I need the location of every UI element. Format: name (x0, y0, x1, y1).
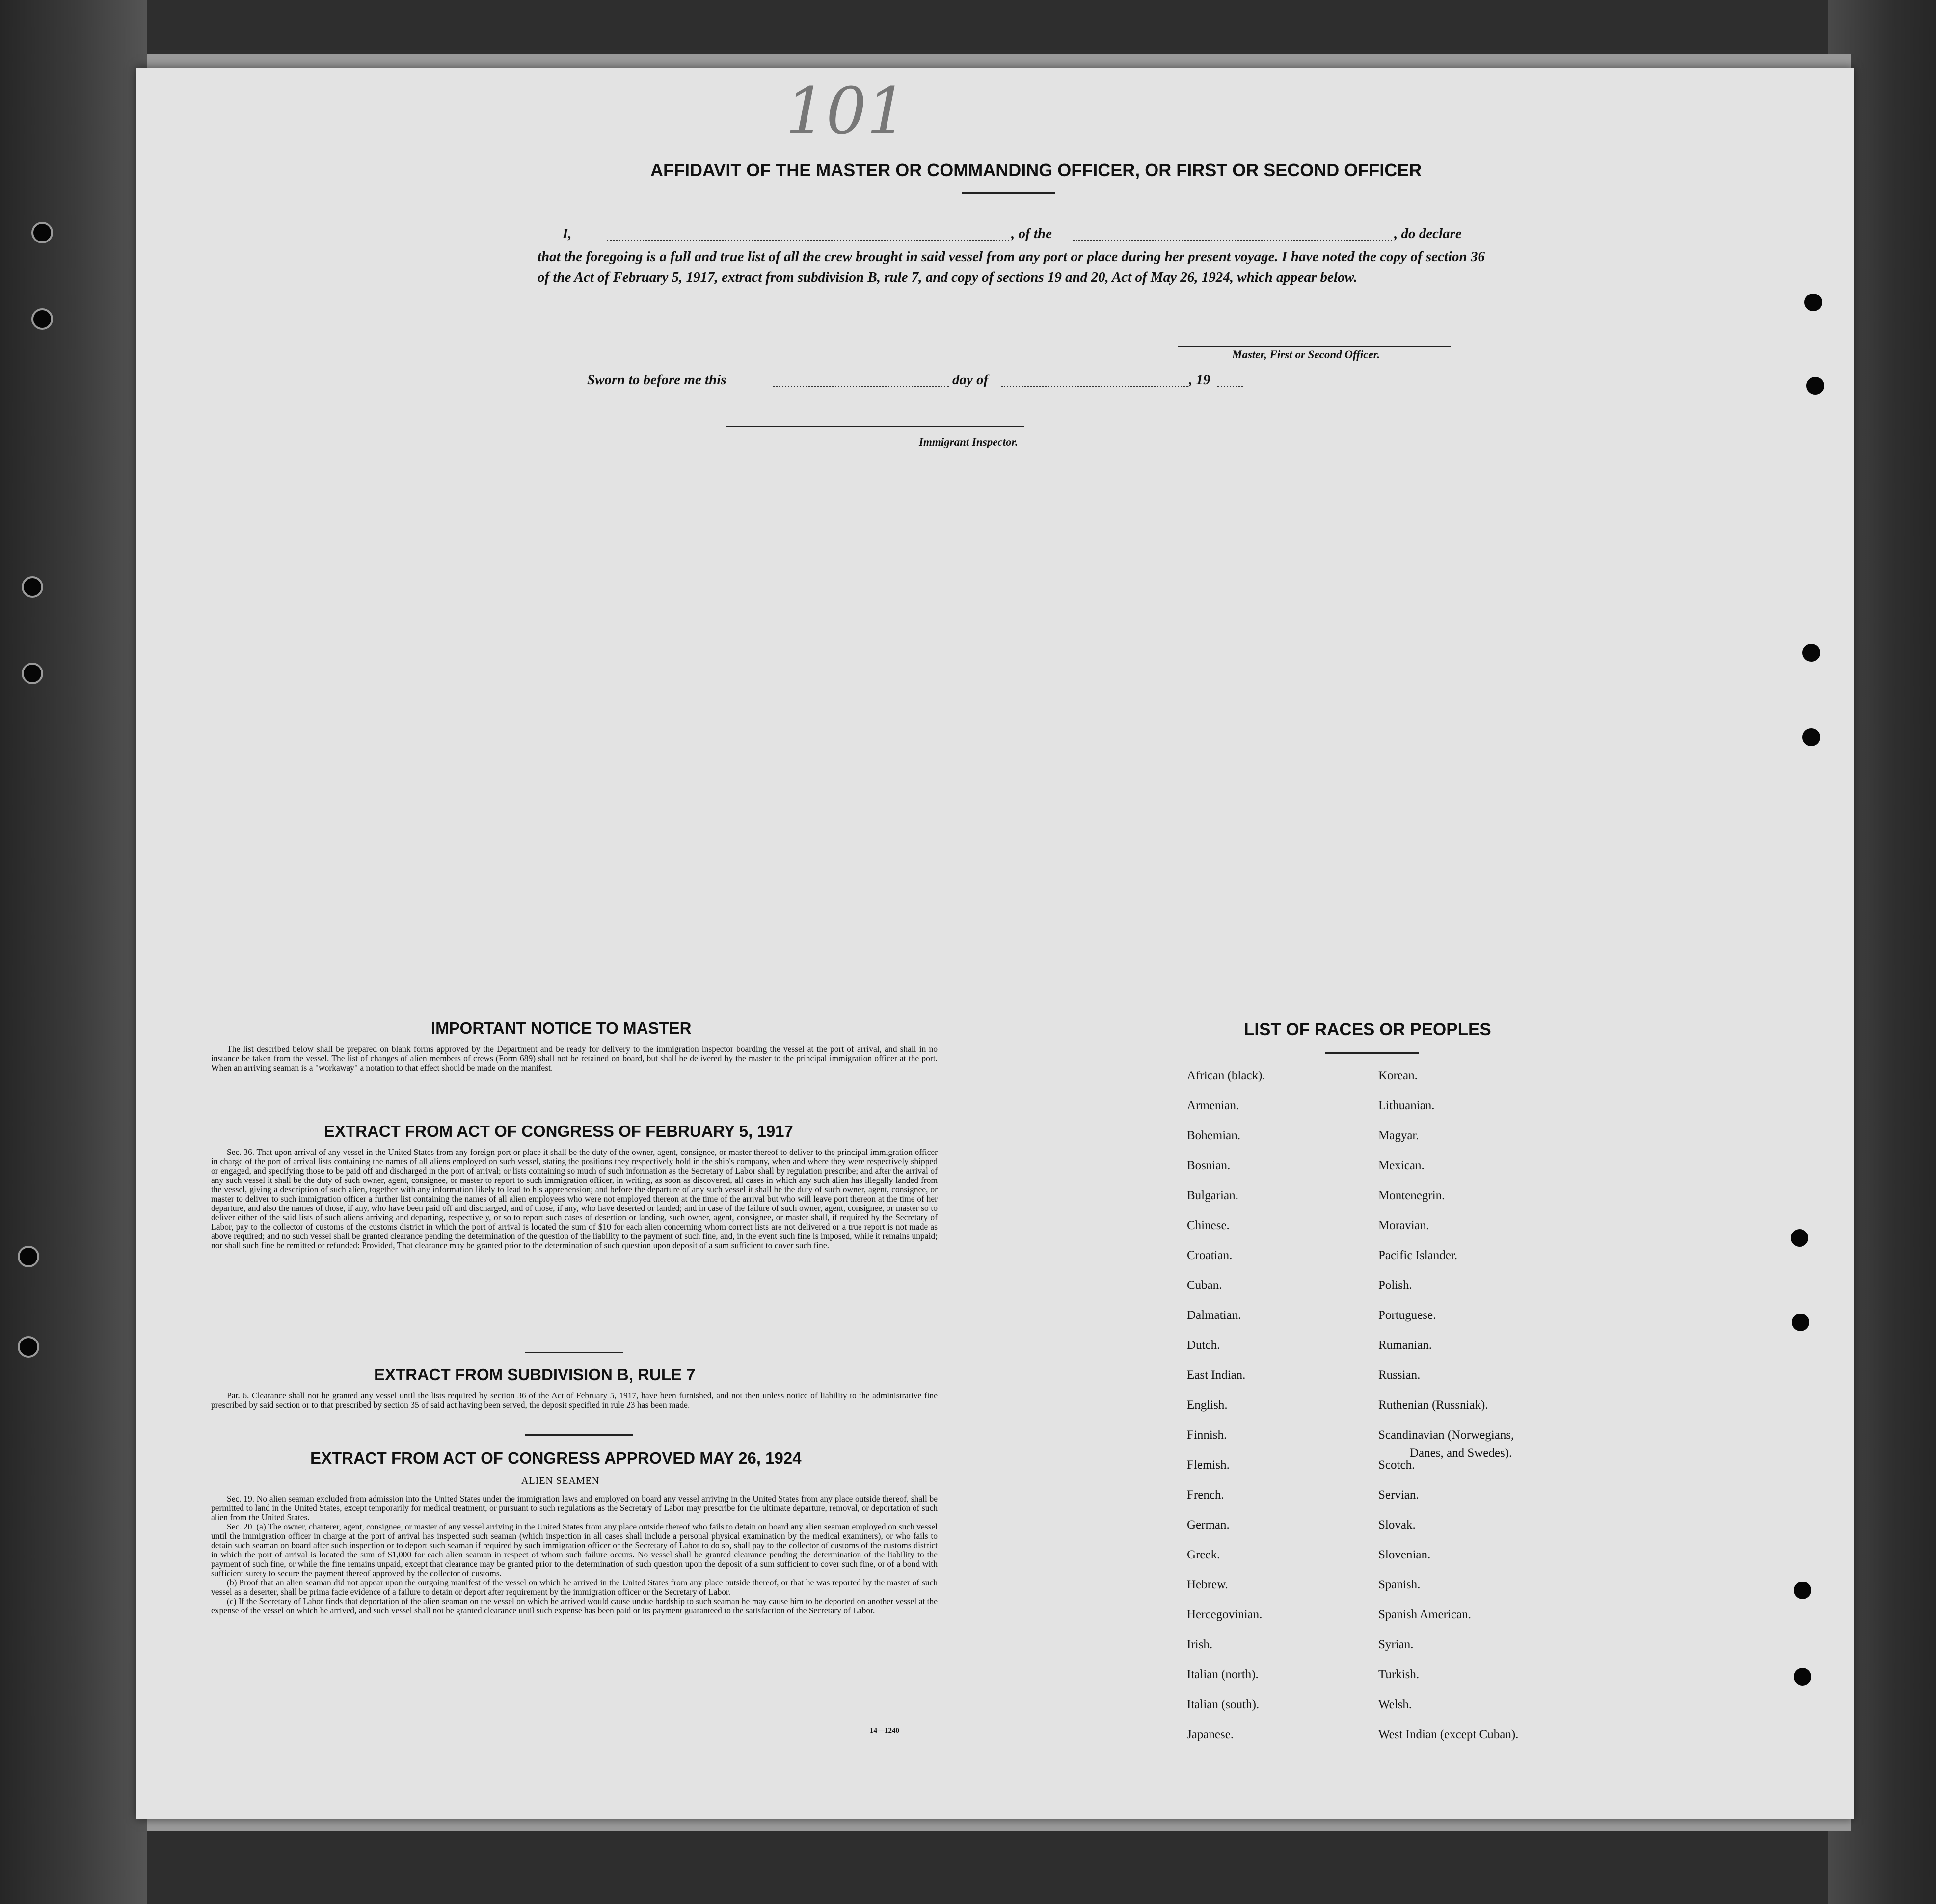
race-item: Scandinavian (Norwegians, (1378, 1428, 1514, 1442)
inspector-label: Immigrant Inspector. (919, 436, 1018, 448)
sworn-prefix: Sworn to before me this (587, 372, 726, 388)
signature-line[interactable] (1178, 346, 1451, 347)
race-item: Montenegrin. (1378, 1189, 1445, 1202)
vessel-name-field[interactable] (1073, 240, 1392, 241)
of-the-label: , of the (1011, 226, 1052, 241)
punch-hole (1792, 1666, 1813, 1688)
sec-20c-paragraph: (c) If the Secretary of Labor finds that deportation of the alien seaman on the vessel on which he arrived would cause undue hardship to such seaman he may cause him to be deported on another vessel at the expense of the vessel on which he arrived, and such vessel shall not be granted clearance until such expense has been paid or its payment guaranteed to the satisfaction of the Secretary of Labor. (211, 1596, 938, 1615)
sworn-day-label: day of (952, 372, 989, 388)
extract-rule7-text (211, 1391, 938, 1410)
race-item: Magyar. (1378, 1129, 1419, 1142)
race-item: East Indian. (1187, 1368, 1246, 1382)
extract-rule7-title: EXTRACT FROM SUBDIVISION B, RULE 7 (374, 1366, 696, 1384)
affidavit-title: AFFIDAVIT OF THE MASTER OR COMMANDING OFFICER, OR FIRST OR SECOND OFFICER (650, 160, 1422, 180)
race-item: Italian (north). (1187, 1668, 1259, 1681)
scanner-bed-left (0, 0, 147, 1904)
race-item: Dalmatian. (1187, 1309, 1241, 1322)
race-item: Bosnian. (1187, 1159, 1231, 1172)
sworn-year-field[interactable] (1217, 386, 1243, 387)
sec-20b-paragraph: (b) Proof that an alien seaman did not appear upon the outgoing manifest of the vessel on which he arrived in the United States from any place outside thereof, or that he was reported by the master of such vessel as a deserter, shall be prima facie evidence of a failure to detain or deport after requirement by the immigration officer or the Secretary of Labor. (211, 1578, 938, 1597)
punch-hole (22, 663, 43, 684)
race-item: Rumanian. (1378, 1339, 1432, 1352)
declare-label: , do declare (1394, 226, 1462, 241)
inspector-signature-line[interactable] (726, 426, 1024, 427)
race-item: Slovenian. (1378, 1548, 1431, 1561)
race-item: Ruthenian (Russniak). (1378, 1398, 1488, 1412)
races-column-2 (1378, 1069, 1518, 1758)
extract-1924-title: EXTRACT FROM ACT OF CONGRESS APPROVED MAY 26, 1924 (310, 1449, 802, 1467)
race-item: Pacific Islander. (1378, 1249, 1458, 1262)
race-item: English. (1187, 1398, 1228, 1412)
race-item: Dutch. (1187, 1339, 1220, 1352)
sworn-year-label: , 19 (1189, 372, 1210, 388)
race-item-continuation: Danes, and Swedes). (1410, 1447, 1512, 1460)
notice-paragraph: The list described below shall be prepared on blank forms approved by the Department and be ready for delivery to the immigration inspector boarding the vessel at the port of arrival, and shall in no instance be taken from the vessel. The list of changes of alien members of crews (Form 689) shall not be retained on board, but shall be delivered by the master to the principal immigration officer at the port. When an arriving seaman is a "workaway" a notation to that effect should be made on the manifest. (211, 1044, 938, 1073)
race-item: Welsh. (1378, 1698, 1412, 1711)
race-item: Finnish. (1187, 1428, 1227, 1442)
race-item: West Indian (except Cuban). (1378, 1728, 1519, 1741)
race-item: Armenian. (1187, 1099, 1239, 1112)
extract-1924-subtitle: ALIEN SEAMEN (521, 1475, 600, 1486)
race-item: Greek. (1187, 1548, 1220, 1561)
punch-hole (1792, 1580, 1813, 1601)
races-column-1 (1187, 1069, 1265, 1758)
races-title-rule (1325, 1052, 1419, 1054)
punch-hole (18, 1246, 39, 1267)
punch-hole (1804, 375, 1826, 397)
race-item: Scotch. (1378, 1458, 1415, 1472)
signature-label: Master, First or Second Officer. (1232, 349, 1380, 361)
punch-hole (18, 1336, 39, 1358)
race-item: Hercegovinian. (1187, 1608, 1263, 1621)
section-rule (525, 1434, 633, 1436)
race-item: Cuban. (1187, 1279, 1222, 1292)
race-item: Servian. (1378, 1488, 1419, 1502)
sec-19-paragraph: Sec. 19. No alien seaman excluded from admission into the United States under the immigration laws and employed on board any vessel arriving in the United States from any place outside thereof, shall be permitted to land in the United States, except temporarily for medical treatment, or pursuant to such regulations as the Secretary of Labor may prescribe for the ultimate departure, removal, or deportation of such alien from the United States. (211, 1494, 938, 1522)
race-item: Lithuanian. (1378, 1099, 1435, 1112)
race-item: Hebrew. (1187, 1578, 1228, 1591)
race-item: Syrian. (1378, 1638, 1414, 1651)
race-item: Russian. (1378, 1368, 1421, 1382)
section-rule (525, 1352, 623, 1353)
sec-36-paragraph: Sec. 36. That upon arrival of any vessel in the United States from any foreign port or place it shall be the duty of the owner, agent, consignee, or master thereof to deliver to the principal immigration officer in charge of the port of arrival lists containing the names of all aliens employed on such vessel, stating the positions they respectively hold in the ship's company, when and where they were respectively shipped or engaged, and specifying those to be paid off and discharged in the port of arrival; or lists containing so much of such information as the Secretary of Labor shall by regulation prescribe; and after the arrival of any such vessel it shall be the duty of such owner, agent, consignee, or master to report to such immigration officer, in writing, as soon as discovered, all cases in which any such alien has illegally landed from the vessel, giving a description of such alien, together with any information likely to lead to his apprehension; and before the departure of any such vessel it shall be the duty of such owner, agent, consignee, or master to deliver to such immigration officer a further list containing the names of all alien employees who were not employed thereon at the time of the arrival but who will leave port thereon at the time of her departure, and also the names of those, if any, who have been paid off and discharged, and of those, if any, who have deserted or landed; and in case of the failure of such owner, agent, consignee, or master so to deliver either of the said lists of such aliens arriving and departing, respectively, or so to report such cases of desertion or landing, such owner, agent, consignee, or master shall, if required by the Secretary of Labor, pay to the collector of customs of the customs district in which the port of arrival is located the sum of $10 for each alien concerning whom correct lists are not delivered or a true report is not made as above required; and no such vessel shall be granted clearance pending the determination of the question of the liability to the payment of such fine, and, in the event such fine is imposed, while it remains unpaid; nor shall such fine be remitted or refunded: Provided, That clearance may be granted prior to the determination of such question upon deposit of a sum sufficient to cover such fine. (211, 1147, 938, 1250)
race-item: Flemish. (1187, 1458, 1230, 1472)
punch-hole (22, 576, 43, 598)
race-item: Polish. (1378, 1279, 1412, 1292)
form-number: 14—1240 (870, 1727, 899, 1735)
notice-title: IMPORTANT NOTICE TO MASTER (431, 1019, 692, 1037)
race-item: Spanish. (1378, 1578, 1421, 1591)
race-item: Bulgarian. (1187, 1189, 1238, 1202)
sworn-day-field[interactable] (773, 386, 949, 387)
notice-text (211, 1045, 938, 1073)
race-item: Korean. (1378, 1069, 1418, 1082)
race-item: Italian (south). (1187, 1698, 1260, 1711)
race-item: Slovak. (1378, 1518, 1416, 1531)
race-item: Portuguese. (1378, 1309, 1436, 1322)
race-item: African (black). (1187, 1069, 1265, 1082)
extract-1917-title: EXTRACT FROM ACT OF CONGRESS OF FEBRUARY 5, 1917 (324, 1122, 793, 1140)
race-item: Chinese. (1187, 1219, 1230, 1232)
par-6-paragraph: Par. 6. Clearance shall not be granted any vessel until the lists required by section 36 of the Act of February 5, 1917, have been furnished, and not then unless notice of liability to the administrative fine prescribed by said section or to that prescribed by section 35 of said act having been served, the deposit specified in rule 23 has been made. (211, 1391, 938, 1410)
extract-1917-text (211, 1148, 938, 1250)
race-item: Irish. (1187, 1638, 1213, 1651)
race-item: German. (1187, 1518, 1230, 1531)
race-item: Bohemian. (1187, 1129, 1241, 1142)
race-item: Spanish American. (1378, 1608, 1471, 1621)
race-item: Moravian. (1378, 1219, 1429, 1232)
punch-hole (1801, 642, 1822, 664)
sec-20a-paragraph: Sec. 20. (a) The owner, charterer, agent, consignee, or master of any vessel arriving in the United States from any place outside thereof who fails to detain on board any alien seaman employed on such vessel until the immigration officer in charge at the port of arrival has inspected such seaman (which inspection in all cases shall include a personal physical examination by the medical examiners), or who fails to detain such seaman on board after such inspection or to deport such seaman if required by such immigration officer or the Secretary of Labor to do so, shall pay to the collector of customs of the customs district in which the port of arrival is located the sum of $1,000 for each alien seaman in respect of whom such failure occurs. No vessel shall be granted clearance pending the determination of the liability to the payment of such fine, or while the fine remains unpaid, except that clearance may be granted prior to the determination of such question upon the deposit of a sum sufficient to cover such fine, or of a bond with sufficient surety to secure the payment thereof approved by the collector of customs. (211, 1522, 938, 1578)
race-item: Turkish. (1378, 1668, 1420, 1681)
sworn-month-field[interactable] (1001, 386, 1188, 387)
races-title: LIST OF RACES OR PEOPLES (1244, 1020, 1491, 1039)
race-item: Mexican. (1378, 1159, 1425, 1172)
punch-hole (1801, 726, 1822, 748)
punch-hole (31, 308, 53, 330)
affidavit-body: that the foregoing is a full and true list of all the crew brought in said vessel from any port or place during her present voyage. I have noted the copy of section 36 of the Act of February 5, 1917, extract from subdivision B, rule 7, and copy of sections 19 and 20, Act of May 26, 1924, which appear below. (538, 249, 1485, 285)
punch-hole (1802, 292, 1824, 313)
title-rule (962, 192, 1055, 194)
race-item: French. (1187, 1488, 1224, 1502)
punch-hole (1790, 1312, 1811, 1333)
affiant-prefix: I, (563, 226, 572, 241)
extract-1924-text (211, 1494, 938, 1615)
punch-hole (31, 222, 53, 243)
race-item: Japanese. (1187, 1728, 1234, 1741)
punch-hole (1789, 1227, 1810, 1249)
handwritten-page-number: 101 (785, 74, 908, 148)
affiant-name-field[interactable] (607, 240, 1009, 241)
race-item: Croatian. (1187, 1249, 1233, 1262)
